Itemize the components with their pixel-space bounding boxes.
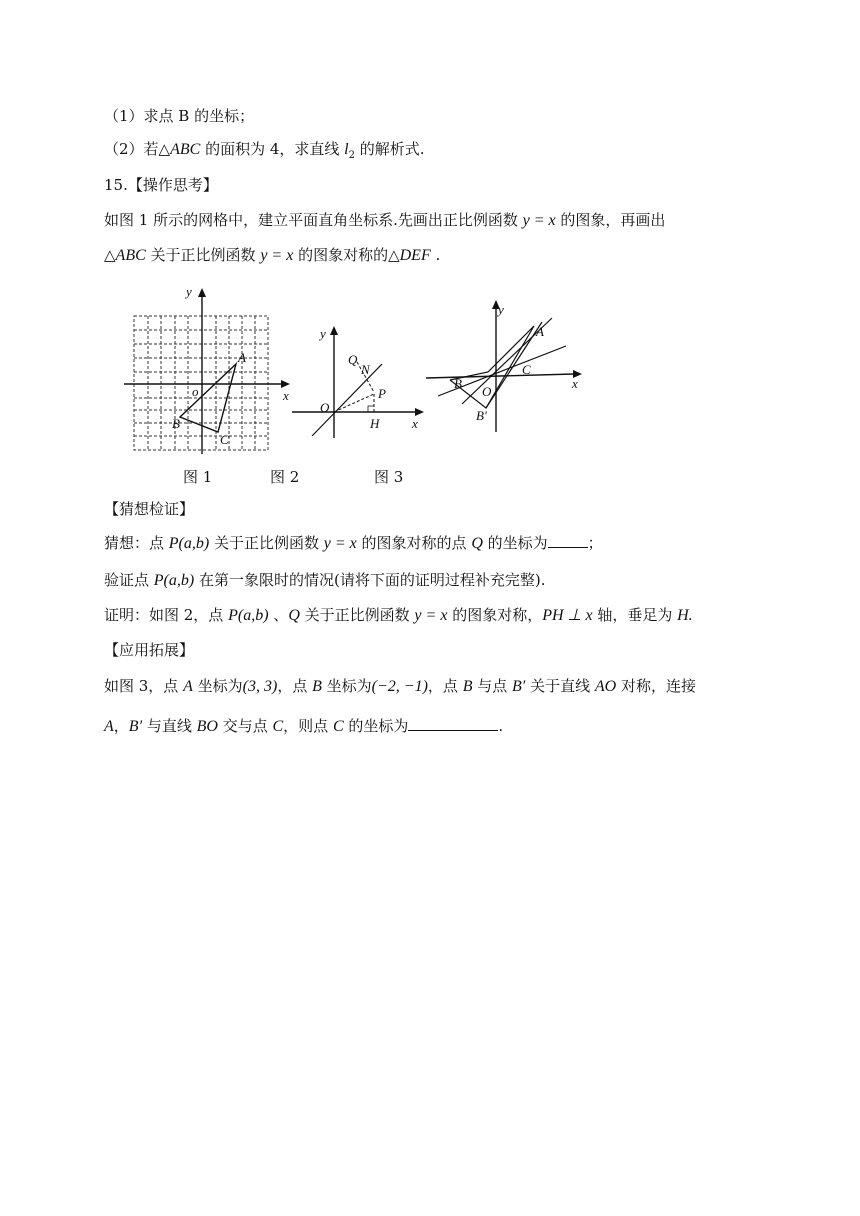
text: 验证点 (104, 571, 154, 589)
answer-blank[interactable] (408, 716, 498, 731)
text: △ (104, 246, 116, 264)
math-b-prime: B′ (512, 678, 526, 695)
fig2-y-arrow (330, 326, 338, 335)
text: 的图象，再画出 (555, 211, 666, 229)
text: . (430, 246, 441, 264)
text: 的图象对称， (447, 606, 543, 624)
q15-intro-line1 (104, 210, 665, 231)
text: 轴，垂足为 (592, 606, 678, 624)
fig3-label-a: A (536, 324, 544, 339)
caption-fig1: 图 1 (183, 468, 213, 486)
text: 与直线 (142, 717, 197, 735)
text: . (498, 717, 504, 735)
math-p: P(a,b) (168, 535, 210, 552)
fig2-right-angle-mark (368, 406, 374, 412)
fig2-origin-label: O (320, 400, 330, 415)
math-b-coord: (−2, −1) (371, 678, 428, 695)
text: ，点 (277, 677, 313, 695)
math-h: H. (677, 607, 693, 624)
math-eq: y = x (260, 247, 294, 264)
math-b-prime: B′ (128, 718, 143, 735)
fig1-y-arrow (198, 288, 206, 297)
fig3-label-b-prime: B′ (476, 408, 487, 423)
text: 的面积为 4，求直线 (200, 140, 345, 158)
text: ，则点 (283, 717, 333, 735)
fig2-label-p: P (378, 386, 386, 401)
text: 关于正比例函数 (209, 534, 324, 552)
fig2-label-q: Q (348, 352, 358, 367)
text: 坐标为 (321, 677, 372, 695)
fig3-x-axis (426, 374, 574, 378)
math-abc: ABC (170, 141, 201, 158)
math-p: P(a,b) (228, 607, 269, 624)
fig1-x-arrow (281, 380, 290, 388)
fig1-y-label: y (186, 284, 192, 299)
verify-line (104, 570, 545, 591)
text: ，点 (427, 677, 463, 695)
app-line1 (104, 676, 696, 697)
figure-1 (118, 282, 298, 454)
math-def: DEF (399, 247, 431, 264)
figure-3 (424, 296, 604, 436)
fig3-x-label: x (572, 376, 578, 391)
math-p: P(a,b) (153, 572, 195, 589)
guess-heading (104, 499, 194, 519)
q14-part2 (104, 139, 425, 166)
math-b: B (312, 678, 322, 695)
fig3-label-c: C (522, 362, 531, 377)
math-ao: AO (594, 678, 617, 695)
math-a: A (104, 718, 114, 735)
text: 证明：如图 2，点 (104, 606, 229, 624)
math-b: B (462, 678, 473, 695)
guess-line (104, 533, 603, 554)
fig1-grid (134, 316, 268, 450)
fig2-x-label: x (412, 416, 418, 431)
fig2-label-n: N (361, 362, 370, 377)
text: ； (587, 534, 603, 552)
text: 的图象对称的点 (356, 534, 472, 552)
q15-intro-line2 (104, 245, 440, 266)
math-a-coord: (3, 3) (242, 678, 278, 695)
math-l: l (344, 141, 349, 158)
fig1-x-label: x (283, 388, 289, 403)
text: ， (113, 717, 129, 735)
caption-fig2: 图 2 (270, 468, 300, 486)
text: 与点 (472, 677, 513, 695)
fig1-label-a: A (238, 350, 246, 365)
fig3-label-o: O (482, 384, 492, 399)
proof-line (104, 605, 693, 626)
fig1-label-c: C (220, 432, 229, 447)
math-bo: BO (196, 718, 218, 735)
text: （2）若△ (104, 140, 171, 158)
heading-text: 【猜想检证】 (104, 500, 195, 518)
math-q: Q (471, 535, 483, 552)
text: 在第一象限时的情况(请将下面的证明过程补充完整). (194, 571, 546, 589)
math-a: A (183, 678, 193, 695)
text: 猜想：点 (104, 534, 169, 552)
fig3-y-label: y (498, 302, 504, 317)
text: 交与点 (217, 717, 273, 735)
math-eq: y = x (414, 607, 448, 624)
math-sub: 2 (348, 150, 355, 161)
text: 对称，连接 (616, 677, 696, 695)
text: 的坐标为 (343, 717, 409, 735)
answer-blank[interactable] (548, 533, 588, 548)
math-abc: ABC (115, 247, 146, 264)
q15-heading (104, 175, 218, 195)
text: 关于直线 (525, 677, 595, 695)
fig3-label-b: B (454, 376, 462, 391)
q14-part1 (104, 106, 254, 126)
math-eq: y = x (522, 212, 556, 229)
text: 如图 1 所示的网格中，建立平面直角坐标系.先画出正比例函数 (104, 211, 523, 229)
fig2-y-label: y (320, 326, 326, 341)
heading-text: 【应用拓展】 (104, 641, 195, 659)
text: 坐标为 (192, 677, 243, 695)
math-ph: PH ⊥ x (542, 607, 593, 624)
text: 的图象对称的△ (293, 246, 400, 264)
math-q: Q (288, 607, 300, 624)
heading-text: 15.【操作思考】 (104, 176, 218, 194)
app-line2 (104, 716, 503, 737)
fig2-x-arrow (415, 408, 424, 416)
math-c: C (272, 718, 284, 735)
text: 的解析式. (355, 140, 425, 158)
fig1-origin-label: o (192, 384, 199, 399)
math-c: C (332, 718, 344, 735)
text: 、 (268, 606, 289, 624)
text: 关于正比例函数 (145, 246, 261, 264)
fig2-label-h: H (370, 416, 380, 431)
text: 如图 3，点 (104, 677, 184, 695)
math-eq: y = x (323, 535, 357, 552)
text: 关于正比例函数 (299, 606, 415, 624)
text: 的坐标为 (482, 534, 548, 552)
figure-2 (290, 320, 430, 440)
q14-part1-text: （1）求点 B 的坐标； (104, 107, 255, 125)
app-heading (104, 640, 194, 660)
fig1-label-b: B (172, 416, 180, 431)
caption-fig3: 图 3 (374, 468, 404, 486)
